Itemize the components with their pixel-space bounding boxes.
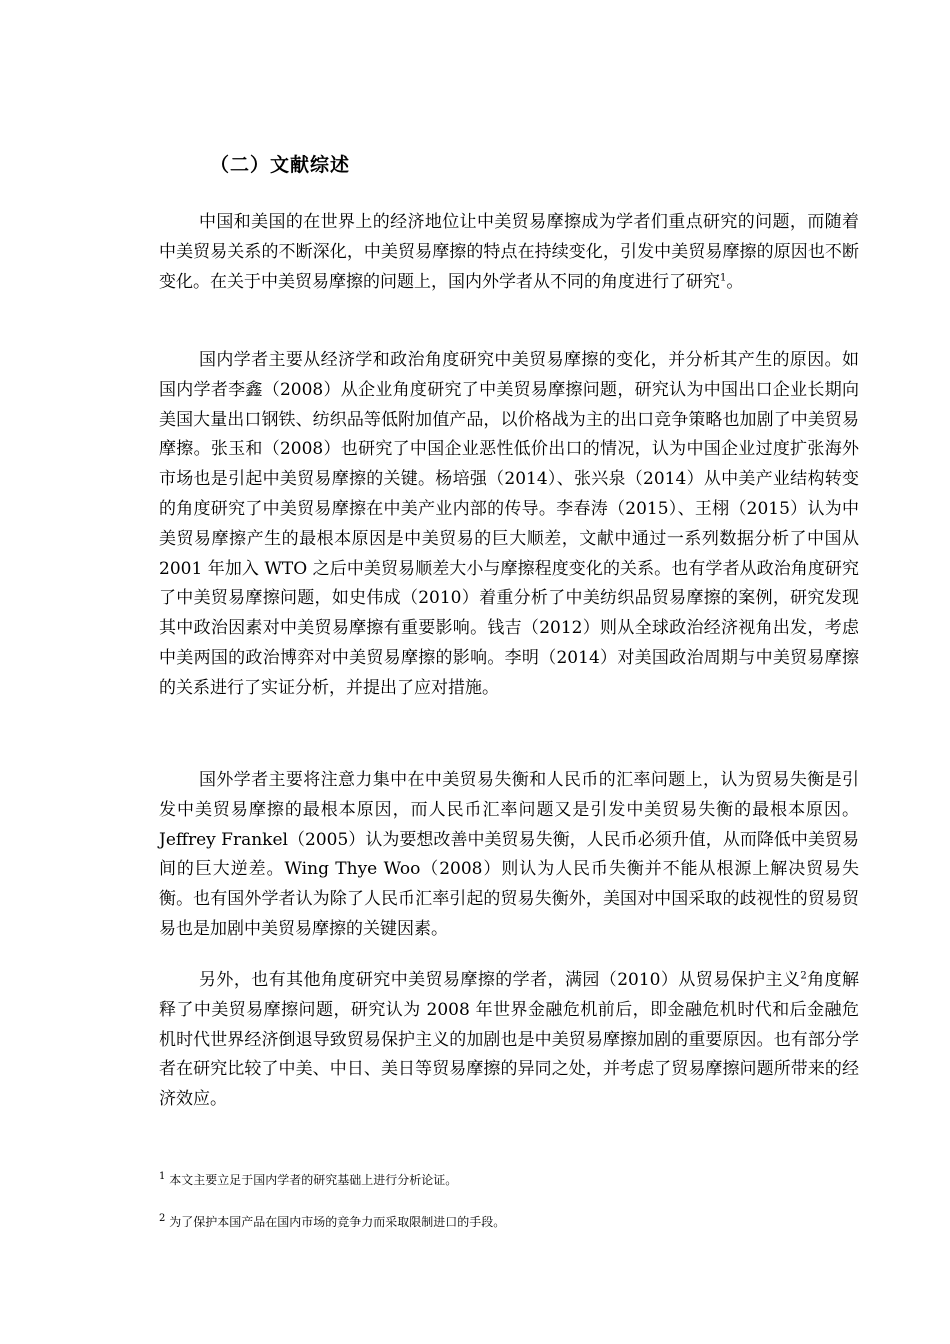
paragraph-text: 中国和美国的在世界上的经济地位让中美贸易摩擦成为学者们重点研究的问题，而随着中美贸易关系的不断深化，中美贸易摩擦的特点在持续变化，引发中美贸易摩擦的原因也不断变化。在关于中美贸易摩擦的问题上，国内外学者从不同的角度进行了研究 (159, 212, 859, 292)
footnote-ref-1[interactable]: 1 (720, 271, 727, 283)
footnote-mark: 2 (159, 1213, 166, 1224)
paragraph-text: 角度解释了中美贸易摩擦问题，研究认为 2008 年世界金融危机前后，即金融危机时代和后金融危机时代世界经济倒退导致贸易保护主义的加剧也是中美贸易摩擦加剧的重要原因。也有部分学者在研究比较了中美、中日、美日等贸易摩擦的异同之处，并考虑了贸易摩擦问题所带来的经济效应。 (159, 970, 859, 1110)
footnote-text: 本文主要立足于国内学者的研究基础上进行分析论证。 (165, 1173, 458, 1187)
paragraph-text: 。 (726, 271, 744, 292)
footnote-text: 为了保护本国产品在国内市场的竞争力而采取限制进口的手段。 (165, 1215, 506, 1229)
footnote-1 (159, 1172, 457, 1188)
paragraph-intro (159, 208, 859, 297)
footnote-mark: 1 (159, 1171, 166, 1182)
paragraph-domestic-scholars: 国内学者主要从经济学和政治角度研究中美贸易摩擦的变化，并分析其产生的原因。如国内学者李鑫（2008）从企业角度研究了中美贸易摩擦问题，研究认为中国出口企业长期向美国大量出口钢铁、纺织品等低附加值产品，以价格战为主的出口竞争策略也加剧了中美贸易摩擦。张玉和（2008）也研究了中国企业恶性低价出口的情况，认为中国企业过度扩张海外市场也是引起中美贸易摩擦的关键。杨培强（2014）、张兴泉（2014）从中美产业结构转变的角度研究了中美贸易摩擦在中美产业内部的传导。李春涛（2015）、王栩（2015）认为中美贸易摩擦产生的最根本原因是中美贸易的巨大顺差，文献中通过一系列数据分析了中国从 2001 年加入 WTO 之后中美贸易顺差大小与摩擦程度变化的关系。也有学者从政治角度研究了中美贸易摩擦问题，如史伟成（2010）着重分析了中美纺织品贸易摩擦的案例，研究发现其中政治因素对中美贸易摩擦有重要影响。钱吉（2012）则从全球政治经济视角出发，考虑中美两国的政治博弈对中美贸易摩擦的影响。李明（2014）对美国政治周期与中美贸易摩擦的关系进行了实证分析，并提出了应对措施。 (159, 350, 859, 698)
footnote-ref-2[interactable]: 2 (800, 970, 807, 982)
paragraph-foreign-scholars: 国外学者主要将注意力集中在中美贸易失衡和人民币的汇率问题上，认为贸易失衡是引发中美贸易摩擦的最根本原因，而人民币汇率问题又是引发中美贸易失衡的最根本原因。Jeffrey Frankel（2005）认为要想改善中美贸易失衡，人民币必须升值，从而降低中美贸易间的巨大逆差。Wing Thye Woo（2008）则认为人民币失衡并不能从根源上解决贸易失衡。也有国外学者认为除了人民币汇率引起的贸易失衡外，美国对中国采取的歧视性的贸易贸易也是加剧中美贸易摩擦的关键因素。 (159, 770, 859, 939)
section-heading: （二）文献综述 (210, 154, 351, 176)
footnote-2 (159, 1214, 505, 1230)
paragraph-other-perspectives (159, 966, 859, 1115)
paragraph-text: 另外，也有其他角度研究中美贸易摩擦的学者，满园（2010）从贸易保护主义 (199, 970, 801, 990)
